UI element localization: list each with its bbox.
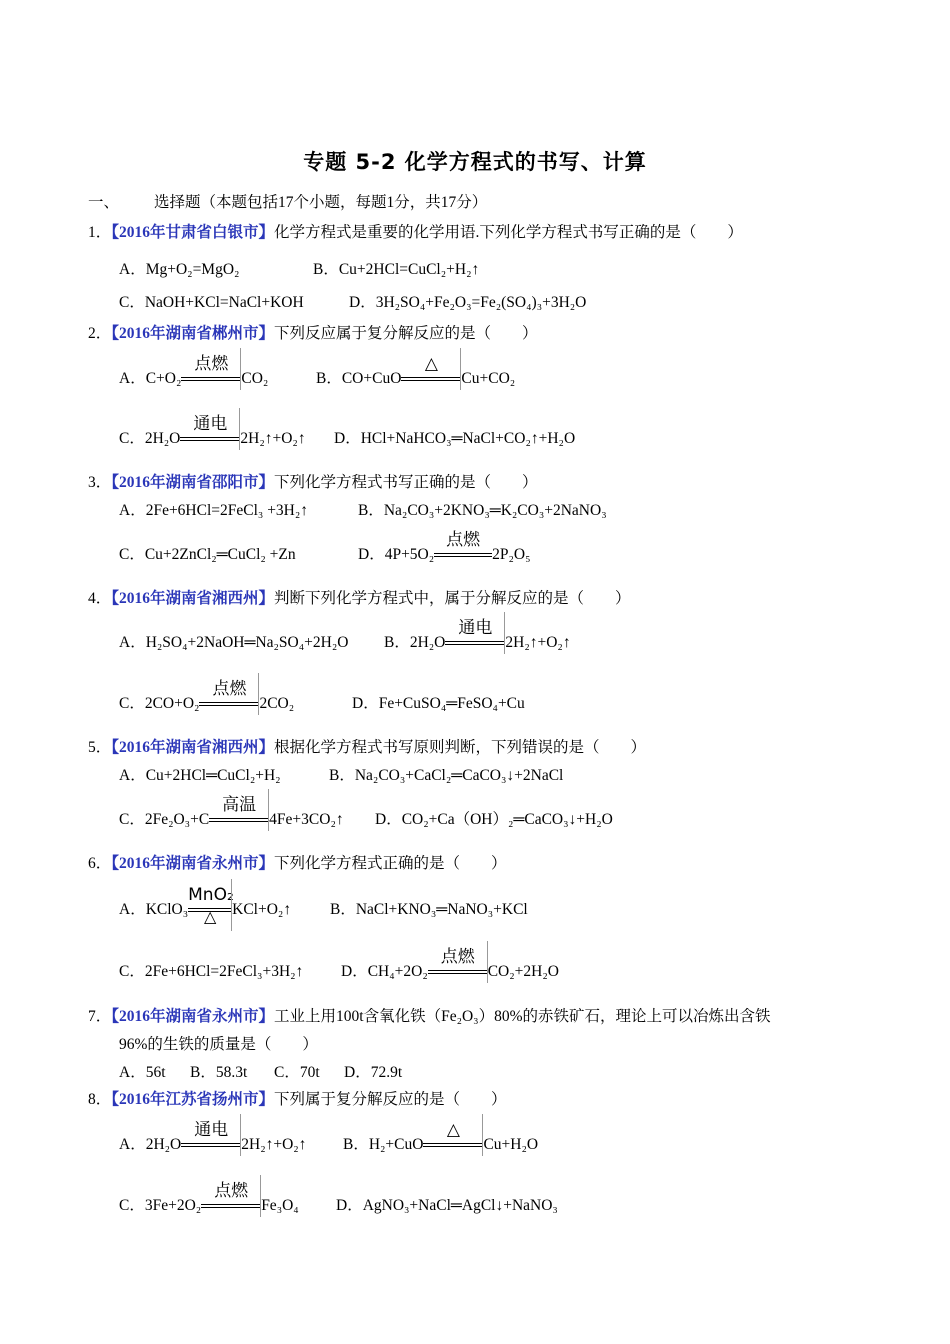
option-b: B．58.3t	[190, 1064, 248, 1081]
question-text: 判断下列化学方程式中，属于分解反应的是（ ）	[274, 590, 631, 607]
condition-label: △	[203, 907, 217, 926]
question-source: 【2016年江苏省扬州市】	[111, 1091, 275, 1108]
option-d: D．4P+5O₂ 点燃 2P₂O₅	[358, 530, 531, 563]
option-a: A．2Fe+6HCl=2FeCl₃ +3H₂↑	[119, 502, 309, 519]
option-c: C．2Fe₂O₃+C 高温 4Fe+3CO₂↑	[119, 807, 344, 829]
option-c: C．70t	[274, 1064, 320, 1081]
question-source: 【2016年湖南省永州市】	[111, 1008, 275, 1025]
question-6: 6．【2016年湖南省永州市】下列化学方程式正确的是（ ）	[88, 855, 507, 872]
option-b: B．H₂+CuO △ Cu+H₂O	[343, 1132, 538, 1154]
condition-label: MnO₂	[188, 885, 234, 905]
option-d: D．AgNO₃+NaCl═AgCl↓+NaNO₃	[336, 1197, 558, 1214]
option-c: C．2H₂O 通电 2H₂↑+O₂↑	[119, 426, 306, 448]
option-d: D．Fe+CuSO₄═FeSO₄+Cu	[352, 695, 525, 712]
question-text: 下列反应属于复分解反应的是（ ）	[274, 325, 538, 342]
option-c: C．2Fe+6HCl=2FeCl₃+3H₂↑	[119, 963, 304, 980]
question-source: 【2016年湖南省湘西州】	[111, 590, 275, 607]
option-c: C．Cu+2ZnCl₂═CuCl₂ +Zn	[119, 546, 296, 563]
question-3: 3．【2016年湖南省邵阳市】下列化学方程式书写正确的是（ ）	[88, 474, 538, 491]
question-source: 【2016年湖南省邵阳市】	[111, 474, 275, 491]
option-c: C．NaOH+KCl=NaCl+KOH	[119, 294, 304, 311]
option-b: B．Na₂CO₃+2KNO₃═K₂CO₃+2NaNO₃	[358, 502, 607, 519]
option-a: A．H₂SO₄+2NaOH═Na₂SO₄+2H₂O	[119, 634, 349, 651]
option-b: B．Na₂CO₃+CaCl₂═CaCO₃↓+2NaCl	[329, 767, 564, 784]
option-c: C．3Fe+2O₂ 点燃 Fe₃O₄	[119, 1193, 299, 1215]
question-text: 根据化学方程式书写原则判断，下列错误的是（ ）	[274, 739, 647, 756]
option-a: A．56t	[119, 1064, 166, 1081]
option-c: C．2CO+O₂ 点燃 2CO₂	[119, 691, 294, 713]
condition-label: 通电	[193, 414, 228, 434]
condition-label: 点燃	[212, 679, 247, 699]
condition-label: 点燃	[194, 354, 229, 374]
question-text-cont: 96%的生铁的质量是（ ）	[119, 1036, 318, 1053]
question-source: 【2016年湖南省永州市】	[111, 855, 275, 872]
condition-label: 点燃	[214, 1181, 249, 1201]
question-4: 4．【2016年湖南省湘西州】判断下列化学方程式中，属于分解反应的是（ ）	[88, 590, 631, 607]
question-text: 下列属于复分解反应的是（ ）	[274, 1091, 507, 1108]
option-b: B．2H₂O 通电 2H₂↑+O₂↑	[384, 630, 571, 652]
section-heading: 选择题（本题包括17个小题，每题1分，共17分）	[154, 194, 488, 211]
option-b: B．CO+CuO △ Cu+CO₂	[316, 366, 515, 388]
option-d: D．CO₂+Ca（OH）₂═CaCO₃↓+H₂O	[375, 811, 613, 828]
option-a: A．Mg+O₂=MgO₂	[119, 261, 240, 278]
option-d: D．CH₄+2O₂ 点燃 CO₂+2H₂O	[341, 959, 559, 981]
condition-label: 点燃	[440, 947, 475, 967]
condition-label: 点燃	[446, 530, 481, 550]
condition-label: △	[424, 354, 438, 374]
option-d: D．3H₂SO₄+Fe₂O₃=Fe₂(SO₄)₃+3H₂O	[349, 294, 587, 311]
option-a: A．C+O₂ 点燃 CO₂	[119, 366, 268, 388]
condition-label: 高温	[222, 795, 257, 815]
question-source: 【2016年甘肃省白银市】	[111, 224, 275, 241]
question-text: 下列化学方程式正确的是（ ）	[274, 855, 507, 872]
option-b: B．NaCl+KNO₃═NaNO₃+KCl	[330, 901, 528, 918]
question-2: 2．【2016年湖南省郴州市】下列反应属于复分解反应的是（ ）	[88, 325, 538, 342]
question-text: 工业上用100t含氧化铁（Fe₂O₃）80%的赤铁矿石，理论上可以冶炼出含铁	[274, 1008, 771, 1025]
question-1: 1．【2016年甘肃省白银市】化学方程式是重要的化学用语.下列化学方程式书写正确的是（ ）	[88, 224, 743, 241]
question-text: 下列化学方程式书写正确的是（ ）	[274, 474, 538, 491]
option-d: D．HCl+NaHCO₃═NaCl+CO₂↑+H₂O	[334, 430, 576, 447]
question-text: 化学方程式是重要的化学用语.下列化学方程式书写正确的是（ ）	[274, 224, 743, 241]
condition-label: △	[446, 1120, 460, 1140]
question-source: 【2016年湖南省湘西州】	[111, 739, 275, 756]
question-8: 8．【2016年江苏省扬州市】下列属于复分解反应的是（ ）	[88, 1091, 507, 1108]
page-title: 专题 5-2 化学方程式的书写、计算	[303, 150, 647, 174]
question-source: 【2016年湖南省郴州市】	[111, 325, 275, 342]
option-a: A．KClO₃ MnO₂ △ KCl+O₂↑	[119, 897, 291, 919]
question-7: 7．【2016年湖南省永州市】工业上用100t含氧化铁（Fe₂O₃）80%的赤铁矿石，理论上可以冶炼出含铁	[88, 1008, 771, 1025]
option-d: D．72.9t	[344, 1064, 403, 1081]
option-b: B．Cu+2HCl=CuCl₂+H₂↑	[313, 261, 480, 278]
condition-label: 通电	[458, 618, 493, 638]
condition-label: 通电	[194, 1120, 229, 1140]
question-5: 5．【2016年湖南省湘西州】根据化学方程式书写原则判断，下列错误的是（ ）	[88, 739, 647, 756]
section-number: 一、	[88, 194, 120, 211]
option-a: A．2H₂O 通电 2H₂↑+O₂↑	[119, 1132, 306, 1154]
option-a: A．Cu+2HCl═CuCl₂+H₂	[119, 767, 281, 784]
